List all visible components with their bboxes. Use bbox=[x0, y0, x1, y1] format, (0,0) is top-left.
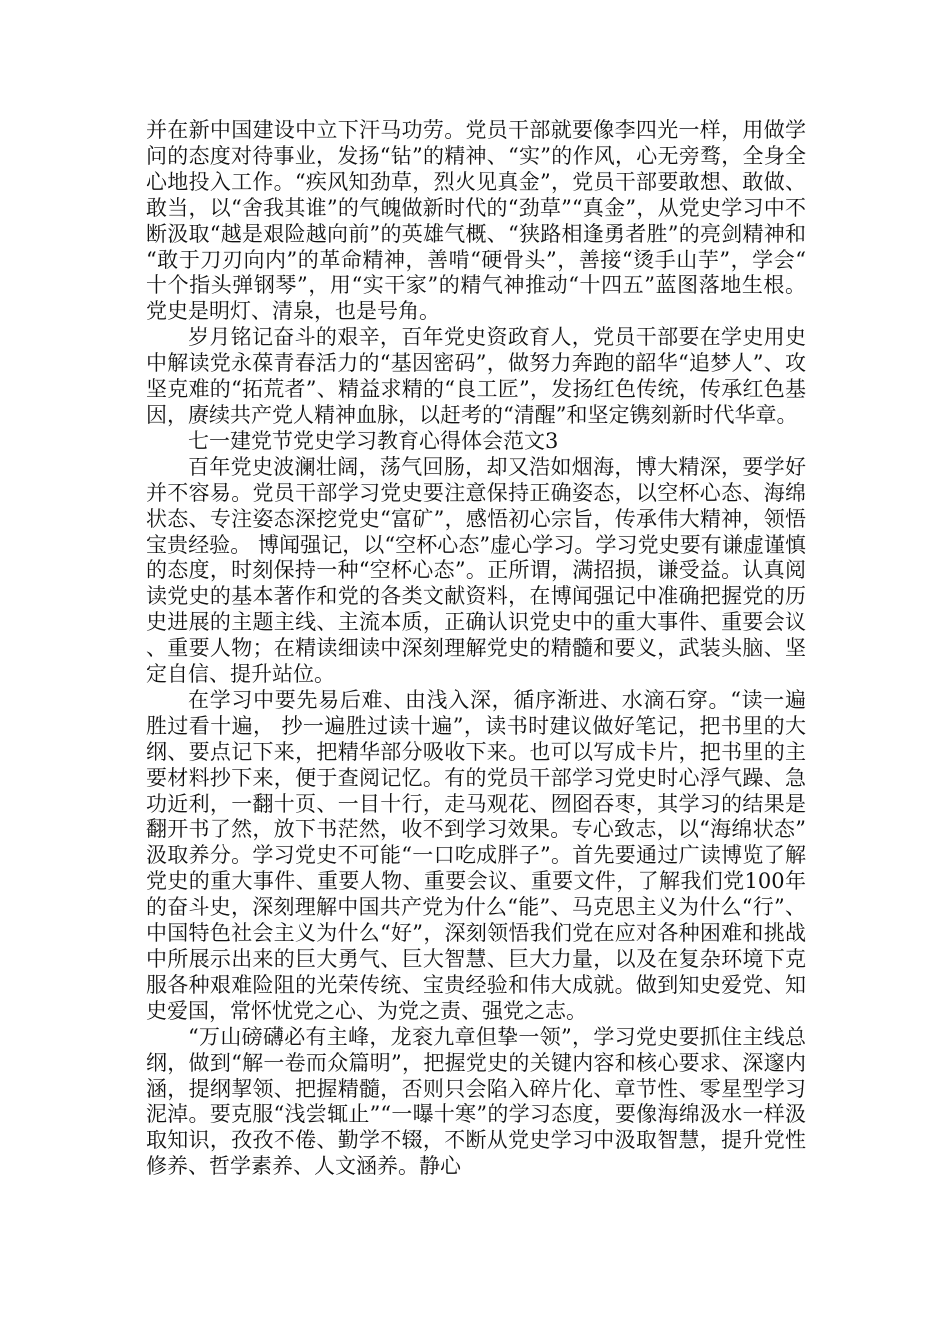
paragraph-empty-cup-mindset: 百年党史波澜壮阔，荡气回肠，却又浩如烟海，博大精深，要学好并不容易。党员干部学习党史要注意保持正确姿态，以空杯心态、海绵状态、专注姿态深挖党史“富矿”，感悟初心宗旨，传承伟大精神，领悟宝贵经验。 博闻强记，以“空杯心态”虚心学习。学习党史要有谦虚谨慎的态度，时刻保持一种“空杯心态”。正所谓，满招损，谦受益。认真阅读党史的基本著作和党的各类文献资料，在博闻强记中准确把握党的历史进展的主题主线、主流本质，正确认识党史中的重大事件、重要会议、重要人物；在精读细读中深刻理解党史的精髓和要义，武装头脑、坚定自信、提升站位。 bbox=[146, 454, 806, 687]
paragraph-sponge-state: 在学习中要先易后难、由浅入深，循序渐进、水滴石穿。“读一遍胜过看十遍， 抄一遍胜过读十遍”，读书时建议做好笔记，把书里的大纲、要点记下来，把精华部分吸收下来。也可以写成卡片，把书里的主要材料抄下来，便于查阅记忆。有的党员干部学习党史时心浮气躁、急功近利，一翻十页、一目十行，走马观花、囫囵吞枣，其学习的结果是翻开书了然，放下书茫然，收不到学习效果。专心致志，以“海绵状态”汲取养分。学习党史不可能“一口吃成胖子”。首先要通过广读博览了解党史的重大事件、重要人物、重要会议、重要文件，了解我们党100年的奋斗史，深刻理解中国共产党为什么“能”、马克思主义为什么“行”、中国特色社会主义为什么“好”，深刻领悟我们党在应对各种困难和挑战中所展示出来的巨大勇气、巨大智慧、巨大力量，以及在复杂环境下克服各种艰难险阻的光荣传统、宝贵经验和伟大成就。做到知史爱党、知史爱国，常怀忧党之心、为党之责、强党之志。 bbox=[146, 687, 806, 1023]
section-heading: 七一建党节党史学习教育心得体会范文3 bbox=[188, 428, 559, 453]
paragraph-main-thread: “万山磅礴必有主峰，龙衮九章但挚一领”，学习党史要抓住主线总纲，做到“解一卷而众篇明”，把握党史的关键内容和核心要求、深邃内涵，提纲挈领、把握精髓，否则只会陷入碎片化、章节性、零星型学习泥淖。要克服“浅尝辄止”“一曝十寒”的学习态度，要像海绵汲水一样汲取知识，孜孜不倦、勤学不辍，不断从党史学习中汲取智慧，提升党性修养、哲学素养、人文涵养。静心 bbox=[146, 1024, 806, 1179]
paragraph-continuation: 并在新中国建设中立下汗马功劳。党员干部就要像李四光一样，用做学问的态度对待事业，发扬“钻”的精神、“实”的作风，心无旁骛，全身全心地投入工作。“疾风知劲草，烈火见真金”，党员干部要敢想、敢做、敢当，以“舍我其谁”的气魄做新时代的“劲草”“真金”，从党史学习中不断汲取“越是艰险越向前”的英雄气概、“狭路相逢勇者胜”的亮剑精神和“敢于刀刃向内”的革命精神，善啃“硬骨头”，善接“烫手山芋”，学会“十个指头弹钢琴”，用“实干家”的精气神推动“十四五”蓝图落地生根。党史是明灯、清泉，也是号角。 bbox=[146, 118, 806, 324]
paragraph-memory-of-struggle: 岁月铭记奋斗的艰辛，百年党史资政育人，党员干部要在学史用史中解读党永葆青春活力的“基因密码”，做努力奔跑的韶华“追梦人”、攻坚克难的“拓荒者”、精益求精的“良工匠”，发扬红色传统，传承红色基因，赓续共产党人精神血脉，以赶考的“清醒”和坚定镌刻新时代华章。 bbox=[146, 325, 806, 427]
document-page bbox=[146, 118, 806, 1180]
